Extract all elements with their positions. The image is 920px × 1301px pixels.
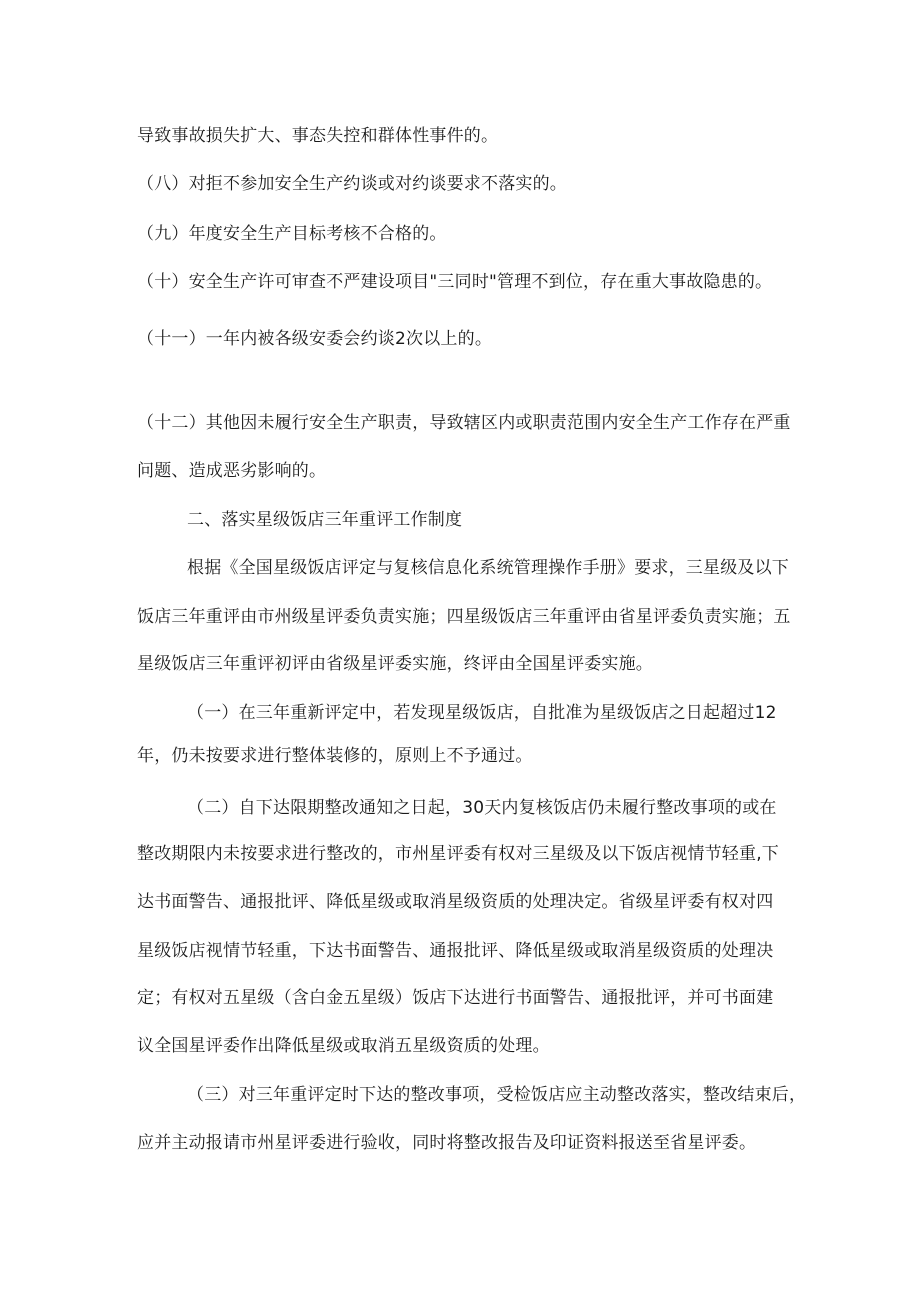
item-1-line-1: （一）在三年重新评定中，若发现星级饭店，自批准为星级饭店之日起超过12 [187, 703, 777, 723]
paragraph-line-1: 根据《全国星级饭店评定与复核信息化系统管理操作手册》要求，三星级及以下 [187, 558, 789, 578]
text-line-clause-9: （九）年度安全生产目标考核不合格的。 [137, 224, 447, 244]
item-2-line-5: 定；有权对五星级（含白金五星级）饭店下达进行书面警告、通报批评，并可书面建 [137, 988, 774, 1008]
text-line-clause-11: （十一）一年内被各级安委会约谈2次以上的。 [137, 329, 493, 349]
item-2-line-4: 星级饭店视情节轻重，下达书面警告、通报批评、降低星级或取消星级资质的处理决 [137, 941, 774, 961]
item-3-line-1: （三）对三年重评定时下达的整改事项，受检饭店应主动整改落实，整改结束后， [187, 1085, 807, 1105]
item-1-line-2: 年，仍未按要求进行整体装修的，原则上不予通过。 [137, 746, 533, 766]
text-line-clause-12-cont: 问题、造成恶劣影响的。 [137, 461, 327, 481]
paragraph-line-3: 星级饭店三年重评初评由省级星评委实施，终评由全国星评委实施。 [137, 654, 653, 674]
paragraph-line-2: 饭店三年重评由市州级星评委负责实施；四星级饭店三年重评由省星评委负责实施；五 [137, 607, 791, 627]
item-2-line-1: （二）自下达限期整改通知之日起，30天内复核饭店仍未履行整改事项的或在 [187, 798, 777, 818]
item-2-line-3: 达书面警告、通报批评、降低星级或取消星级资质的处理决定。省级星评委有权对四 [137, 892, 774, 912]
item-2-line-6: 议全国星评委作出降低星级或取消五星级资质的处理。 [137, 1036, 550, 1056]
item-2-line-2: 整改期限内未按要求进行整改的，市州星评委有权对三星级及以下饭店视情节轻重,下 [137, 844, 780, 864]
text-line-1: 导致事故损失扩大、事态失控和群体性事件的。 [137, 126, 499, 146]
text-line-clause-10: （十）安全生产许可审查不严建设项目"三同时"管理不到位，存在重大事故隐患的。 [137, 272, 773, 292]
text-line-clause-12: （十二）其他因未履行安全生产职责，导致辖区内或职责范围内安全生产工作存在严重 [137, 413, 791, 433]
section-heading: 二、落实星级饭店三年重评工作制度 [187, 510, 463, 530]
item-3-line-2: 应并主动报请市州星评委进行验收，同时将整改报告及印证资料报送至省星评委。 [137, 1133, 757, 1153]
text-line-clause-8: （八）对拒不参加安全生产约谈或对约谈要求不落实的。 [137, 174, 567, 194]
